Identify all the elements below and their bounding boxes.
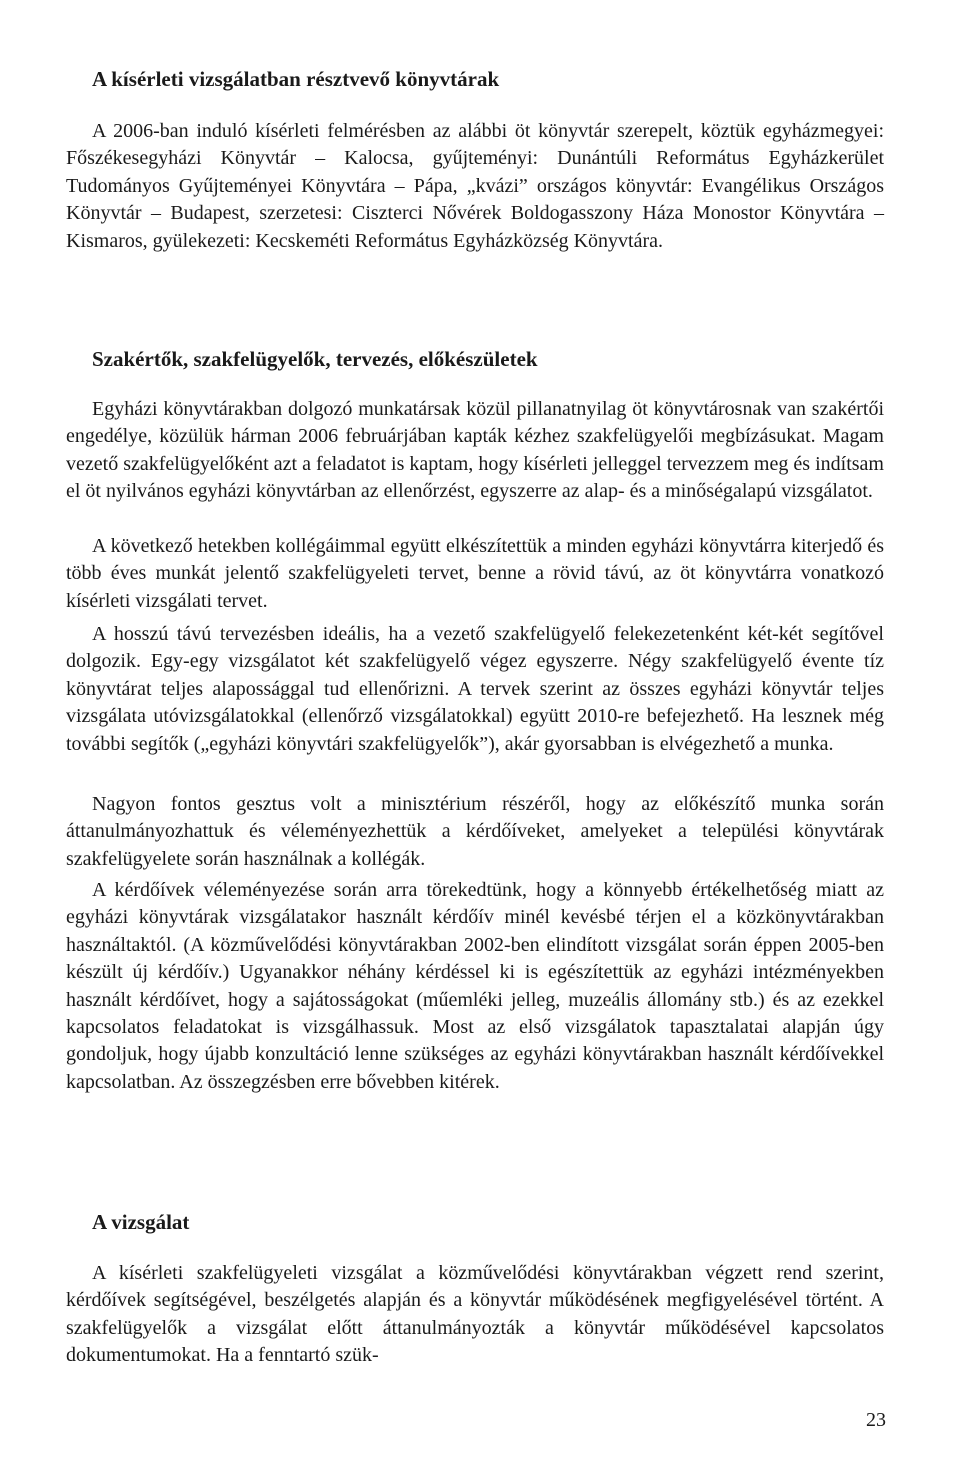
page-number: 23 bbox=[866, 1409, 886, 1431]
paragraph-experts-5: A kérdőívek véleményezése során arra törekedtünk, hogy a könnyebb értékelhetőség miatt az egyházi könyvtárak vizsgálatakor használt kérdőív minél kevésbé térjen el a közkönyvtárakban használtaktól. (A közművelődési könyvtárakban 2002-ben elindított vizsgálat során éppen 2005-ben készült új kérdőív.) Ugyanakkor néhány kérdéssel ki is egészítettük az egyházi intézményekben használt kérdőívet, hogy a sajátosságokat (műemléki jelleg, muzeális állomány stb.) és az ezekkel kapcsolatos feladatokat is vizsgálhassuk. Most az első vizsgálatok tapasztalatai alapján úgy gondoljuk, hogy újabb konzultáció lenne szükséges az egyházi könyvtárakban használt kérdőívekkel kapcsolatban. Az összegzésben erre bővebben kitérek. bbox=[66, 879, 884, 1093]
paragraph-experts-2: A következő hetekben kollégáimmal együtt elkészítettük a minden egyházi könyvtárra kiterjedő és több éves munkát jelentő szakfelügyeleti tervet, benne a rövid távú, az öt könyvtárra vonatkozó kísérleti vizsgálati tervet. bbox=[66, 535, 884, 612]
section-heading-pilot-libraries: A kísérleti vizsgálatban résztvevő könyvtárak bbox=[92, 67, 500, 91]
paragraph-experts-3: A hosszú távú tervezésben ideális, ha a vezető szakfelügyelő felekezetenként két-két segítővel dolgozik. Egy-egy vizsgálatot két szakfelügyelő végez egyszerre. Négy szakfelügyelő évente tíz könyvtárat teljes alapossággal tud ellenőrizni. A tervek szerint az összes egyházi könyvtár teljes vizsgálata utóvizsgálatokkal (ellenőrző vizsgálatokkal) együtt 2010-re befejezhető. Ha lesznek még további segítők („egyházi könyvtári szakfelügyelők”), akár gyorsabban is elvégezhető a munka. bbox=[66, 623, 884, 755]
section-heading-examination: A vizsgálat bbox=[92, 1210, 190, 1234]
paragraph-pilot-libraries: A 2006-ban induló kísérleti felmérésben az alábbi öt könyvtár szerepelt, köztük egyházmegyei: Főszékesegyházi Könyvtár – Kalocsa, gyűjteményi: Dunántúli Református Egyházkerület Tudományos Gyűjteményei Könyvtára – Pápa, „kvázi” országos könyvtár: Evangélikus Országos Könyvtár – Budapest, szerzetesi: Ciszterci Nővérek Boldogasszony Háza Monostor Könyvtára – Kismaros, gyülekezeti: Kecskeméti Református Egyházközség Könyvtára. bbox=[66, 120, 884, 252]
paragraph-experts-4: Nagyon fontos gesztus volt a minisztérium részéről, hogy az előkészítő munka során áttanulmányozhattuk és véleményezhettük a kérdőíveket, amelyeket a települési könyvtárak szakfelügyelete során használnak a kollégák. bbox=[66, 793, 884, 870]
paragraph-examination-1: A kísérleti szakfelügyeleti vizsgálat a közművelődési könyvtárakban végzett rend szerint, kérdőívek segítségével, beszélgetés alapján és a könyvtár működésének megfigyelésével történt. A szakfelügyelők a vizsgálat előtt áttanulmányozták a könyvtár működésével kapcsolatos dokumentumokat. Ha a fenntartó szük- bbox=[66, 1262, 884, 1367]
section-heading-experts: Szakértők, szakfelügyelők, tervezés, előkészületek bbox=[92, 347, 538, 371]
paragraph-experts-1: Egyházi könyvtárakban dolgozó munkatársak közül pillanatnyilag öt könyvtárosnak van szakértői engedélye, közülük hárman 2006 februárjában kapták kézhez szakfelügyelői megbízásukat. Magam vezető szakfelügyelőként azt a feladatot is kaptam, hogy kísérleti jelleggel tervezzem meg és indítsam el öt nyilvános egyházi könyvtárban az ellenőrzést, egyszerre az alap- és a minőségalapú vizsgálatot. bbox=[66, 398, 884, 503]
